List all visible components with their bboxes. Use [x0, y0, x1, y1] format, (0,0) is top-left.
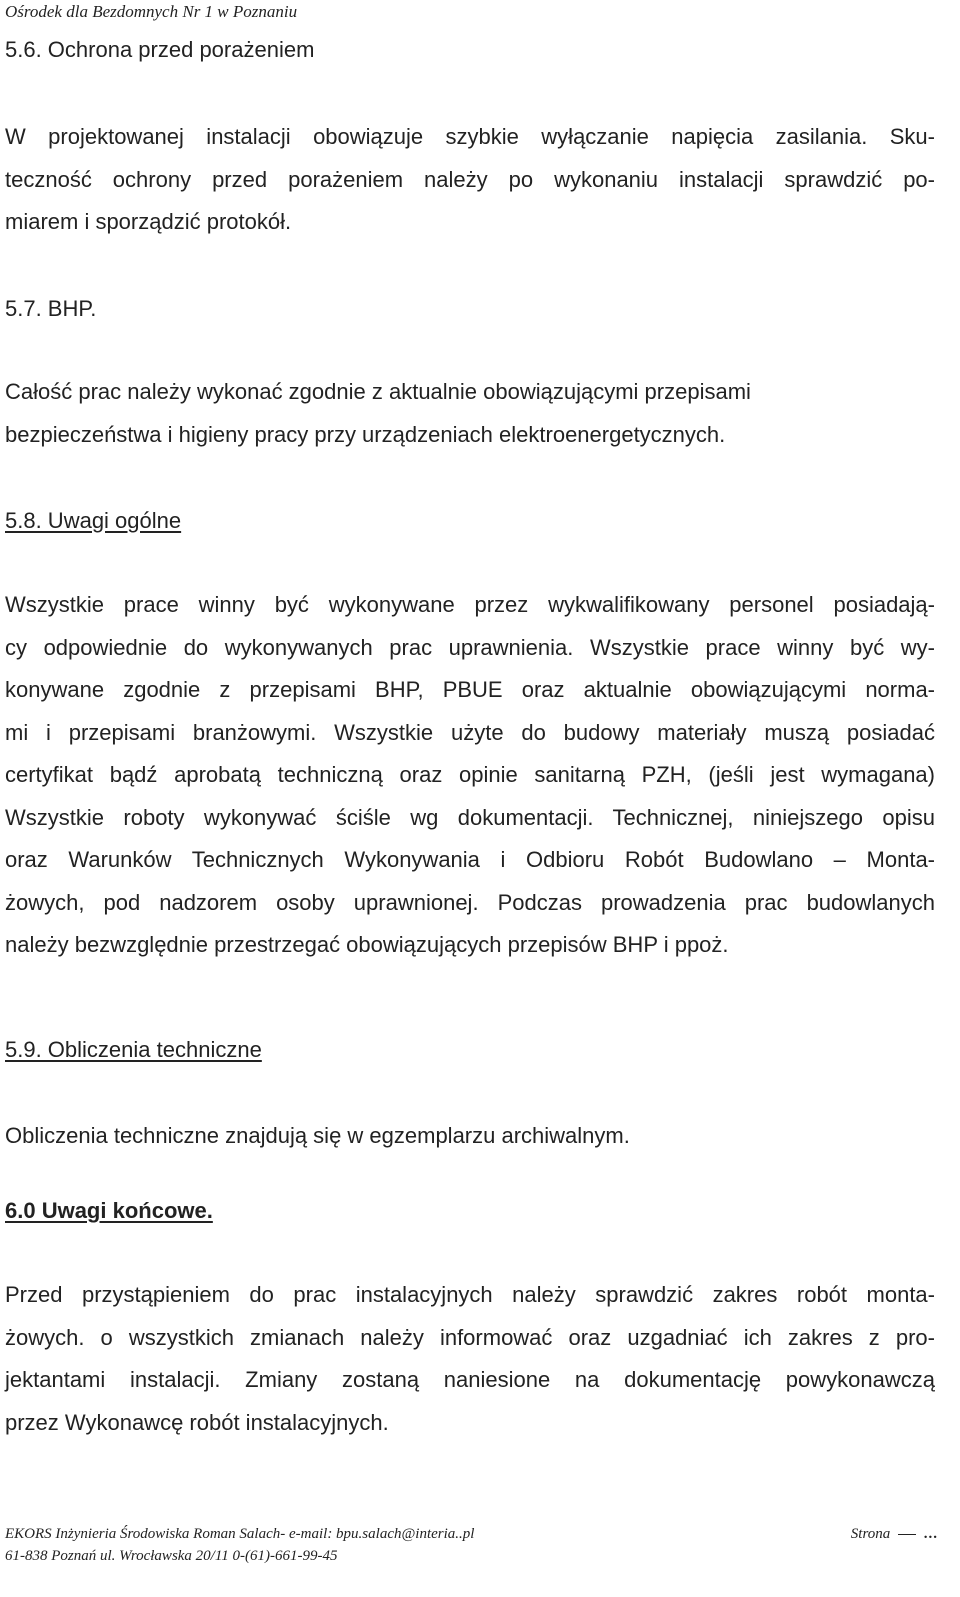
- paragraph-5-9: [5, 1115, 630, 1158]
- footer-page-indicator: [851, 1523, 938, 1545]
- footer-company-line: EKORS Inżynieria Środowiska Roman Salach- e-mail: bpu.salach@interia..pl: [5, 1526, 475, 1542]
- text-line: W projektowanej instalacji obowiązuje szybkie wyłączanie napięcia zasilania. Sku-: [5, 124, 935, 149]
- section-heading-5-7: 5.7. BHP.: [5, 296, 97, 321]
- text-line: żowych. o wszystkich zmianach należy informować oraz uzgadniać ich zakres z pro-: [5, 1324, 935, 1350]
- paragraph-5-6: [5, 116, 935, 244]
- text-line: mi i przepisami branżowymi. Wszystkie użyte do budowy materiały muszą posiadać: [5, 719, 935, 745]
- text-line: Przed przystąpieniem do prac instalacyjnych należy sprawdzić zakres robót monta-: [5, 1282, 935, 1307]
- section-heading-5-8: 5.8. Uwagi ogólne: [5, 508, 182, 533]
- text-line: cy odpowiednie do wykonywanych prac uprawnienia. Wszystkie prace winny być wy-: [5, 634, 935, 660]
- section-heading-5-6: 5.6. Ochrona przed porażeniem: [5, 37, 315, 62]
- page-label: Strona: [850, 1526, 891, 1542]
- text-line: oraz Warunków Technicznych Wykonywania i Odbioru Robót Budowlano – Monta-: [5, 847, 935, 872]
- paragraph-5-7: [5, 371, 751, 456]
- text-line: miarem i sporządzić protokół.: [5, 209, 292, 234]
- text-line: konywane zgodnie z przepisami BHP, PBUE oraz aktualnie obowiązującymi norma-: [5, 677, 935, 702]
- dash-separator: [898, 1534, 916, 1535]
- paragraph-6-0: [5, 1274, 935, 1444]
- text-line: Wszystkie prace winny być wykonywane przez wykwalifikowany personel posiadają-: [5, 592, 935, 617]
- running-header: Ośrodek dla Bezdomnych Nr 1 w Poznaniu: [5, 2, 298, 21]
- text-line: Obliczenia techniczne znajdują się w egzemplarzu archiwalnym.: [5, 1123, 630, 1148]
- paragraph-5-8: [5, 584, 935, 967]
- text-line: Całość prac należy wykonać zgodnie z aktualnie obowiązującymi przepisami: [5, 379, 751, 404]
- text-line: należy bezwzględnie przestrzegać obowiązujących przepisów BHP i ppoż.: [5, 932, 729, 957]
- section-heading-5-9: 5.9. Obliczenia techniczne: [5, 1037, 262, 1062]
- text-line: certyfikat bądź aprobatą techniczną oraz opinie sanitarną PZH, (jeśli jest wymagana): [5, 762, 935, 787]
- section-heading-6-0: 6.0 Uwagi końcowe.: [5, 1198, 213, 1223]
- text-line: żowych, pod nadzorem osoby uprawnionej. Podczas prowadzenia prac budowlanych: [5, 889, 935, 915]
- footer-address-line: 61-838 Poznań ul. Wrocławska 20/11 0-(61)-661-99-45: [5, 1548, 338, 1564]
- text-line: jektantami instalacji. Zmiany zostaną naniesione na dokumentację powykonawczą: [5, 1367, 935, 1392]
- text-line: Wszystkie roboty wykonywać ściśle wg dokumentacji. Technicznej, niniejszego opisu: [5, 804, 935, 830]
- page-number: ...: [923, 1526, 938, 1542]
- text-line: teczność ochrony przed porażeniem należy po wykonaniu instalacji sprawdzić po-: [5, 166, 935, 192]
- text-line: przez Wykonawcę robót instalacyjnych.: [5, 1409, 389, 1435]
- text-line: bezpieczeństwa i higieny pracy przy urządzeniach elektroenergetycznych.: [5, 421, 726, 447]
